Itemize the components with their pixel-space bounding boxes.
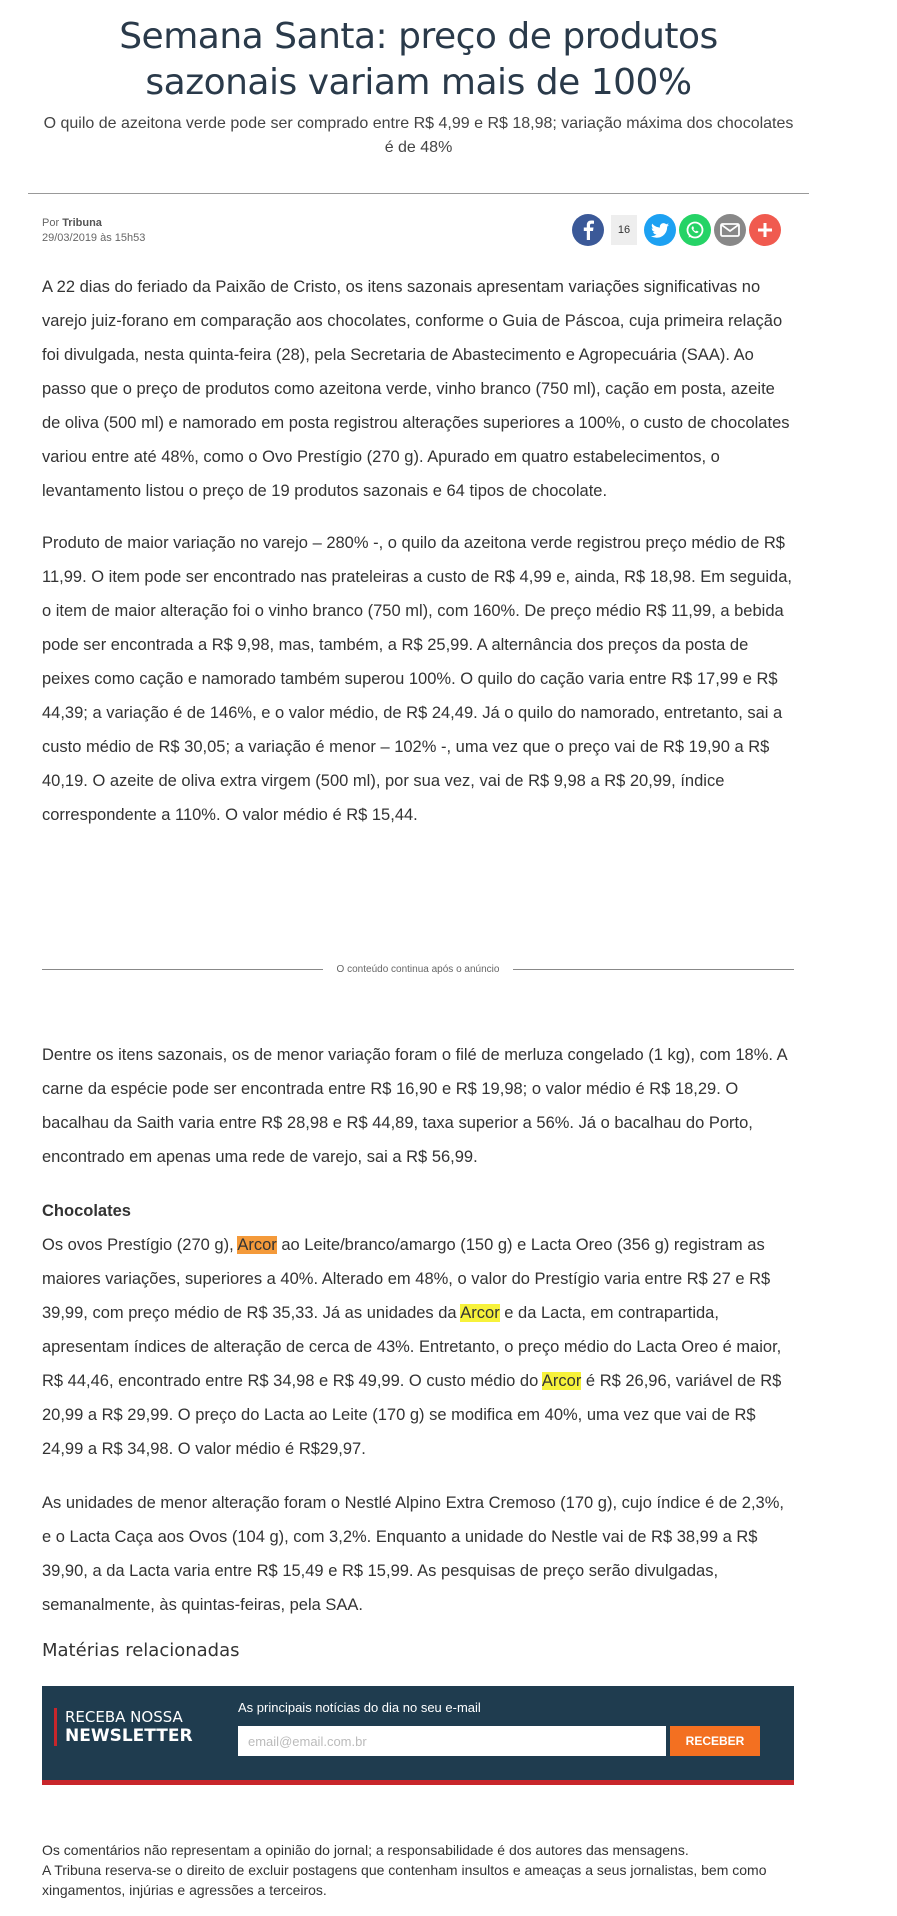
paragraph: A 22 dias do feriado da Paixão de Cristo, os itens sazonais apresentam variações significativas no varejo juiz-forano em comparação aos chocolates, conforme o Guia de Páscoa, cuja primeira relação foi divulgada, nesta quinta-feira (28), pela Secretaria de Abastecimento e Agropecuária (SAA). Ao passo que o preço de produtos como azeitona verde, vinho branco (750 ml), cação em posta, azeite de oliva (500 ml) e namorado em posta registrou alterações superiores a 100%, o custo de chocolates variou entre até 48%, como o Ovo Prestígio (270 g). Apurado em quatro estabelecimentos, o levantamento listou o preço de 19 produtos sazonais e 64 tipos de chocolate. [42, 278, 790, 500]
ad-separator [42, 964, 794, 975]
byline-prefix: Por [42, 217, 60, 229]
share-count: 16 [611, 215, 637, 245]
paragraph: Os ovos Prestígio (270 g), Arcor ao Leite/branco/amargo (150 g) e Lacta Oreo (356 g) registram as maiores variações, superiores a 40%. Alterado em 48%, o valor do Prestígio varia entre R$ 27 e R$ 39,99, com preço médio de R$ 35,33. Já as unidades da Arcor e da Lacta, em contrapartida, apresentam índices de alteração de cerca de 43%. Entretanto, o preço médio do Lacta Oreo é maior, R$ 44,46, encontrado entre R$ 34,98 e R$ 49,99. O custo médio do Arcor é R$ 26,96, variável de R$ 20,99 a R$ 29,99. O preço do Lacta ao Leite (170 g) se modifica em 40%, uma vez que vai de R$ 24,99 a R$ 34,98. O valor médio é R$29,97. [42, 1236, 782, 1458]
newsletter-email-input[interactable] [238, 1726, 666, 1756]
plus-icon[interactable] [749, 214, 781, 246]
article-subtitle: O quilo de azeitona verde pode ser comprado entre R$ 4,99 e R$ 18,98; variação máxima dos chocolates é de 48% [43, 115, 794, 156]
share-bar [572, 214, 781, 246]
article-body [42, 270, 794, 850]
section-heading: Chocolates [42, 1202, 131, 1220]
article-headline: Semana Santa: preço de produtos sazonais variam mais de 100% [119, 16, 718, 103]
paragraph: Produto de maior variação no varejo – 280% -, o quilo da azeitona verde registrou preço médio de R$ 11,99. O item pode ser encontrado nas prateleiras a custo de R$ 4,99 e, ainda, R$ 18,98. Em seguida, o item de maior alteração foi o vinho branco (750 ml), com 160%. De preço médio R$ 11,99, a bebida pode ser encontrada a R$ 9,98, mas, também, a R$ 25,99. A alternância dos preços da posta de peixes como cação e namorado também superou 100%. O quilo do cação varia entre R$ 17,99 e R$ 44,39; a variação é de 146%, e o valor médio, de R$ 24,49. Já o quilo do namorado, entretanto, sai a custo médio de R$ 30,05; a variação é menor – 102% -, uma vez que o preço vai de R$ 19,90 a R$ 40,19. O azeite de oliva extra virgem (500 ml), por sua vez, vai de R$ 9,98 a R$ 20,99, índice correspondente a 110%. O valor médio é R$ 15,44. [42, 534, 792, 824]
newsletter-subscribe-button[interactable]: RECEBER [670, 1726, 760, 1756]
related-articles-heading: Matérias relacionadas [42, 1640, 240, 1661]
publish-date: 29/03/2019 às 15h53 [42, 232, 146, 244]
search-highlight: Arcor [541, 1372, 582, 1390]
paragraph: As unidades de menor alteração foram o Nestlé Alpino Extra Cremoso (170 g), cujo índice é de 2,3%, e o Lacta Caça aos Ovos (104 g), com 3,2%. Enquanto a unidade do Nestle vai de R$ 38,99 a R$ 39,90, a da Lacta varia entre R$ 15,49 e R$ 15,99. As pesquisas de preço serão divulgadas, semanalmente, às quintas-feiras, pela SAA. [42, 1494, 784, 1614]
twitter-icon[interactable] [644, 214, 676, 246]
whatsapp-icon[interactable] [679, 214, 711, 246]
facebook-icon[interactable] [572, 214, 604, 246]
newsletter-title: RECEBA NOSSA NEWSLETTER [54, 1708, 193, 1746]
chocolates-section [42, 1194, 794, 1466]
newsletter-box [42, 1686, 794, 1785]
author-link[interactable]: Tribuna [62, 217, 102, 229]
byline [42, 216, 145, 246]
comments-disclaimer: Os comentários não representam a opinião do jornal; a responsabilidade é dos autores das mensagens. A Tribuna reserva-se o direito de excluir postagens que contenham insultos e ameaças a seus jornalistas, bem como xingamentos, injúrias e agressões a terceiros. [42, 1842, 767, 1898]
email-icon[interactable] [714, 214, 746, 246]
divider [28, 193, 809, 194]
search-highlight: Arcor [460, 1304, 500, 1322]
article-body-continued [42, 1038, 794, 1642]
separator-line [42, 969, 323, 970]
newsletter-subtitle: As principais notícias do dia no seu e-mail [238, 1700, 481, 1715]
ad-separator-text: O conteúdo continua após o anúncio [336, 964, 500, 975]
separator-line [513, 969, 794, 970]
search-highlight-active: Arcor [237, 1236, 277, 1254]
paragraph: Dentre os itens sazonais, os de menor variação foram o filé de merluza congelado (1 kg), com 18%. A carne da espécie pode ser encontrada entre R$ 16,90 e R$ 19,98; o valor médio é R$ 18,29. O bacalhau da Saith varia entre R$ 28,98 e R$ 44,89, taxa superior a 56%. Já o bacalhau do Porto, encontrado em apenas uma rede de varejo, sai a R$ 56,99. [42, 1046, 787, 1166]
